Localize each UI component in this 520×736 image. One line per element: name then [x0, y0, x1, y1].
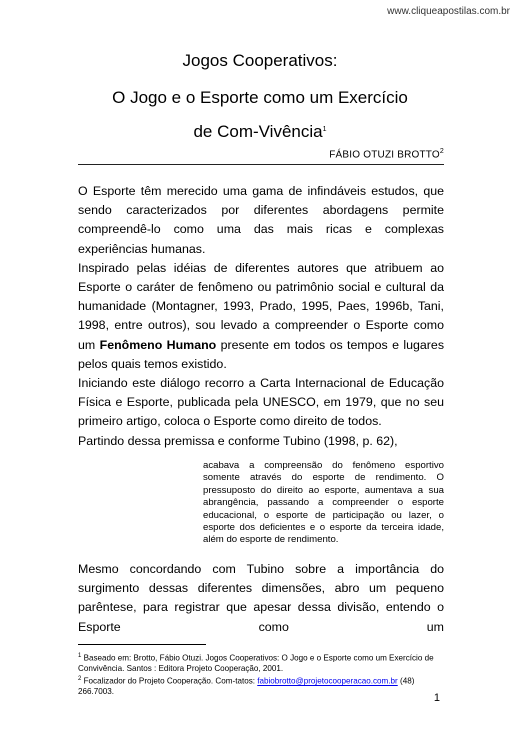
- paragraph-4: Partindo dessa premissa e conforme Tubino (1998, p. 62),: [78, 433, 398, 448]
- footnote-1-text: Baseado em: Brotto, Fábio Otuzi. Jogos Cooperativos: O Jogo e o Esporte como um Exercício de Convivência. Santos : Editora Projeto Cooperação, 2001.: [78, 653, 434, 673]
- page-number: 1: [433, 692, 440, 704]
- footnote-1: [78, 651, 444, 674]
- footnote-ref-2[interactable]: 2: [439, 148, 444, 155]
- footnote-ref-1[interactable]: 1: [322, 126, 327, 133]
- title-line-3: [0, 118, 520, 144]
- paragraph-2-start: Inspirado pelas idéias de diferentes autores que atribuem ao Esporte o caráter de fenômeno ou patrimônio social e cultural da humanidade (Montagner, 1993, Prado, 1995, Paes, 1996b, Tani, 1998, entre outros), sou levado a compreender o Esporte como um: [78, 260, 444, 352]
- paragraph-2-bold: Fenômeno Humano: [99, 337, 217, 352]
- footnote-2-text: Focalizador do Projeto Cooperação. Com-tatos:: [81, 676, 258, 686]
- footnotes: [78, 651, 444, 698]
- email-link[interactable]: fabiobrotto@projetocooperacao.com.br: [257, 676, 398, 686]
- footnote-2-mark: 2: [78, 676, 82, 683]
- body-text: [78, 182, 444, 451]
- closing-text: [78, 560, 444, 637]
- footnote-1-mark: 1: [78, 653, 82, 659]
- site-url: www.cliqueapostilas.com.br: [387, 6, 510, 17]
- paragraph-2: [78, 259, 444, 374]
- paragraph-1: O Esporte têm merecido uma gama de infindáveis estudos, que sendo caracterizados por diferentes abordagens permite compreendê-lo como uma das mais ricas e complexas experiências humanas.: [78, 184, 444, 256]
- footnote-divider: [78, 644, 206, 645]
- title-line-2: O Jogo e o Esporte como um Exercício: [112, 88, 408, 107]
- author-name-text: FÁBIO OTUZI BROTTO: [329, 149, 440, 161]
- author-name: [329, 148, 444, 160]
- header-divider: [78, 164, 444, 165]
- block-quote: acabava a compreensão do fenômeno esportivo somente através do esporte de rendimento. O pressuposto do direito ao esporte, aumentava a sua abrangência, passando a compreender o esporte educacional, o esporte de participação ou lazer, o esporte dos deficientes e o esporte da terceira idade, além do esporte de rendimento.: [203, 460, 444, 546]
- footnote-2: [78, 674, 444, 697]
- paragraph-5: Mesmo concordando com Tubino sobre a importância do surgimento dessas diferentes dimensões, abro um pequeno parêntese, para registrar que apesar dessa divisão, entendo o Esporte como um: [78, 562, 444, 634]
- paragraph-2-end: presente em todos os tempos e lugares pelos quais temos existido.: [78, 337, 445, 371]
- title-line-3-text: de Com-Vivência: [193, 122, 323, 141]
- paragraph-3: Iniciando este diálogo recorro a Carta Internacional de Educação Física e Esporte, publicada pela UNESCO, em 1979, que no seu primeiro artigo, coloca o Esporte como direito de todos.: [78, 376, 444, 429]
- footnote-2-phone: (48) 266.7003.: [78, 676, 415, 697]
- title-line-1: Jogos Cooperativos:: [182, 51, 338, 70]
